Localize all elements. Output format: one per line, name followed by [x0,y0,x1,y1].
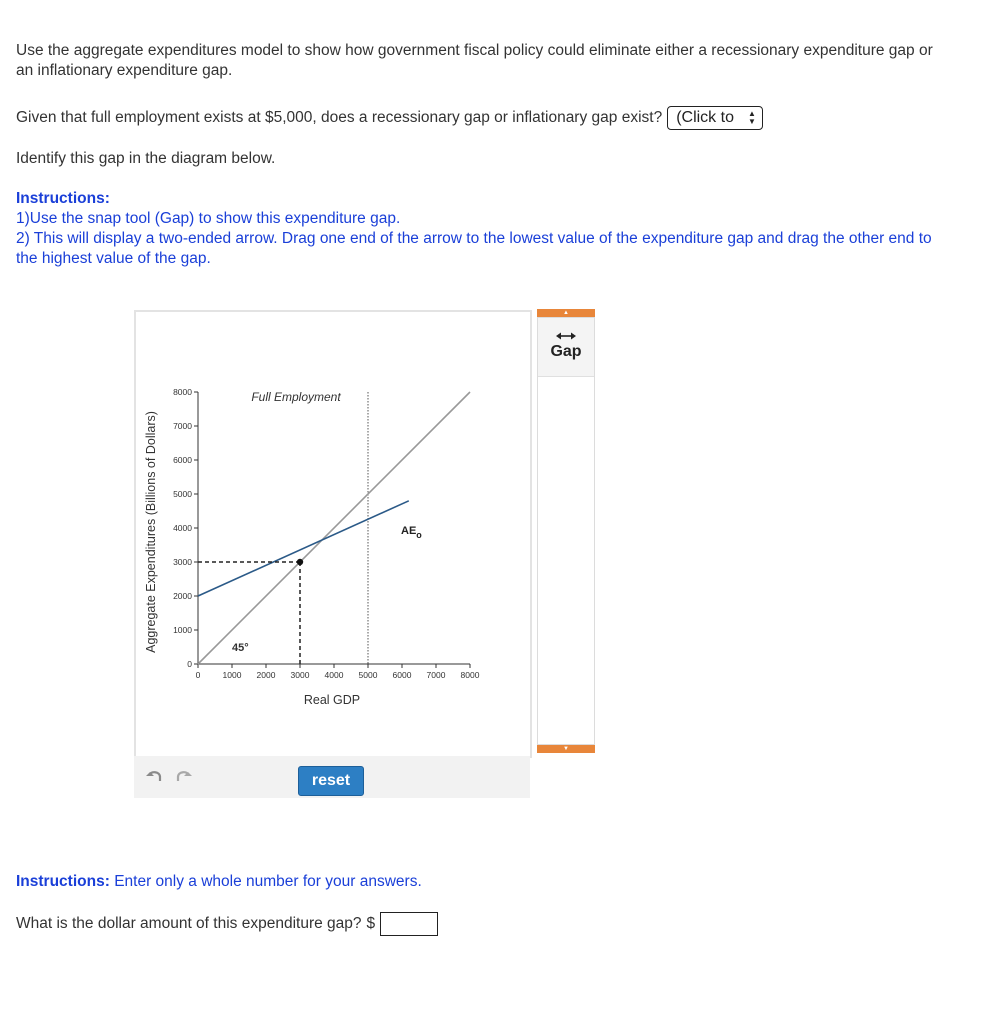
ae-label [401,525,422,540]
x-tick-label: 2000 [256,670,276,680]
instructions-step-1: 1)Use the snap tool (Gap) to show this expenditure gap. [16,210,401,227]
x-tick-label: 4000 [324,670,344,680]
instructions-step-2: 2) This will display a two-ended arrow. Drag one end of the arrow to the lowest value of the expenditure gap and drag the other end to the highest value of the gap. [16,230,932,267]
tool-palette [537,309,595,753]
chart-axes [173,387,480,680]
angle-label: 45° [232,642,249,654]
equilibrium-point [297,559,303,565]
y-tick-label: 3000 [173,557,192,567]
ae-chart[interactable] [136,312,530,756]
answer-line [16,912,438,936]
x-tick-label: 7000 [426,670,446,680]
diagonal-45-line [198,392,470,664]
reset-button[interactable]: reset [298,766,364,796]
palette-scroll-up[interactable]: ▲ [537,309,595,317]
redo-icon[interactable] [174,768,192,784]
graph-toolbar [134,756,530,798]
x-tick-label: 3000 [290,670,310,680]
x-tick-label: 6000 [392,670,412,680]
answer-instructions-text: Enter only a whole number for your answers. [114,873,422,890]
gap-question [16,106,763,130]
ae-label-main: AE [401,525,417,537]
graph-panel[interactable] [134,310,532,758]
y-tick-label: 6000 [173,455,192,465]
y-tick-label: 5000 [173,489,192,499]
x-tick-label: 0 [195,670,201,680]
intro-text: Use the aggregate expenditures model to show how government fiscal policy could eliminate either a recessionary expenditure gap or an inflationary expenditure gap. [16,42,933,79]
palette-scroll-down[interactable]: ▼ [537,745,595,753]
undo-icon[interactable] [146,768,164,784]
x-axis-label: Real GDP [303,693,361,707]
instructions-block [16,189,956,269]
y-tick-label: 7000 [173,421,192,431]
ae-label-sub: o [416,530,422,540]
y-tick-label: 0 [187,659,192,669]
identify-text: Identify this gap in the diagram below. [16,150,276,167]
y-axis-label: Aggregate Expenditures (Billions of Dollars) [144,411,158,653]
y-tick-label: 1000 [173,625,192,635]
instructions-heading: Instructions: [16,190,110,207]
full-employment-label: Full Employment [251,390,341,404]
answer-instructions [16,872,422,892]
gap-tool-button[interactable] [538,318,594,377]
currency-symbol: $ [366,915,376,932]
select-arrows-icon: ▲ ▼ [747,109,756,126]
y-tick-label: 4000 [173,523,192,533]
gap-tool-label: Gap [550,343,582,360]
gap-type-select-value: (Click to [676,109,734,126]
palette-body [537,317,595,745]
y-tick-label: 2000 [173,591,192,601]
answer-question: What is the dollar amount of this expenditure gap? [16,915,362,932]
double-arrow-icon [556,332,576,340]
x-tick-label: 5000 [358,670,378,680]
gap-type-select[interactable] [667,106,763,130]
x-tick-label: 1000 [222,670,242,680]
answer-instructions-heading: Instructions: [16,873,110,890]
gap-amount-input[interactable] [380,912,438,936]
chart-marks [198,392,470,664]
x-tick-label: 8000 [460,670,480,680]
ae-line [198,501,409,596]
y-tick-label: 8000 [173,387,192,397]
gap-question-text: Given that full employment exists at $5,000, does a recessionary gap or inflationary gap exist? [16,109,663,126]
